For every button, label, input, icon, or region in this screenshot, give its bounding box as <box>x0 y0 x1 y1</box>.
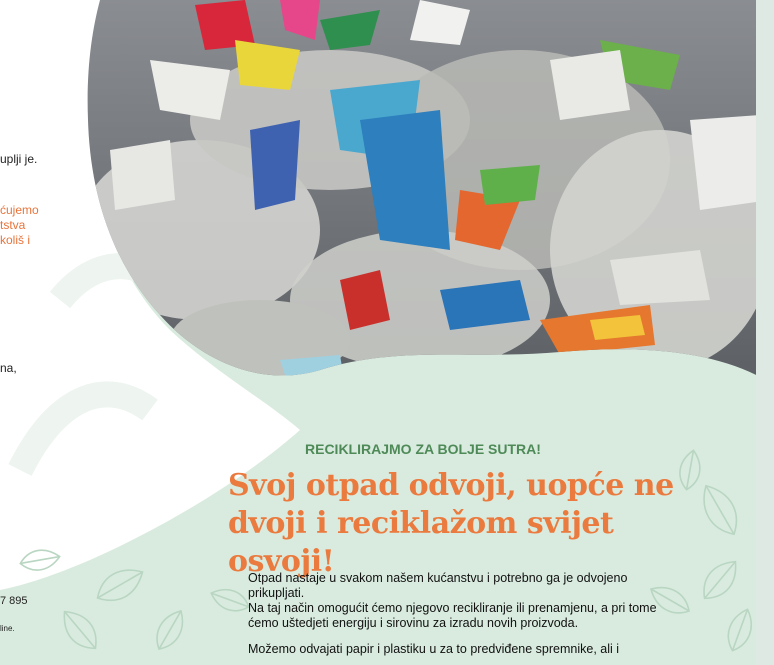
left-orange-line-3: koliš i <box>0 233 31 247</box>
body-paragraph-1a: Otpad nastaje u svakom našem kućanstvu i potrebno ga je odvojeno prikupljati. <box>248 571 628 600</box>
left-orange-line-2: tstva <box>0 218 26 232</box>
body-paragraph-1b: Na taj način omogućit ćemo njegovo recikliranje ili prenamjenu, a pri tome ćemo uštedjeti energiju i sirovinu za izradu novih proizvoda. <box>248 601 657 630</box>
left-orange-line-1: ćujemo <box>0 203 39 217</box>
left-small-fragment: line. <box>0 624 15 633</box>
left-text-line-5: na, <box>0 361 17 375</box>
body-paragraph-2: Možemo odvajati papir i plastiku u za to predviđene spremnike, ali i <box>248 642 620 656</box>
body-text <box>248 571 668 665</box>
left-text-line-1: uplji je. <box>0 152 38 166</box>
page-headline: Svoj otpad odvoji, uopće ne dvoji i reciklažom svijet osvoji! <box>228 468 674 579</box>
left-phone-fragment: 7 895 <box>0 595 28 607</box>
section-kicker: RECIKLIRAJMO ZA BOLJE SUTRA! <box>305 441 541 457</box>
